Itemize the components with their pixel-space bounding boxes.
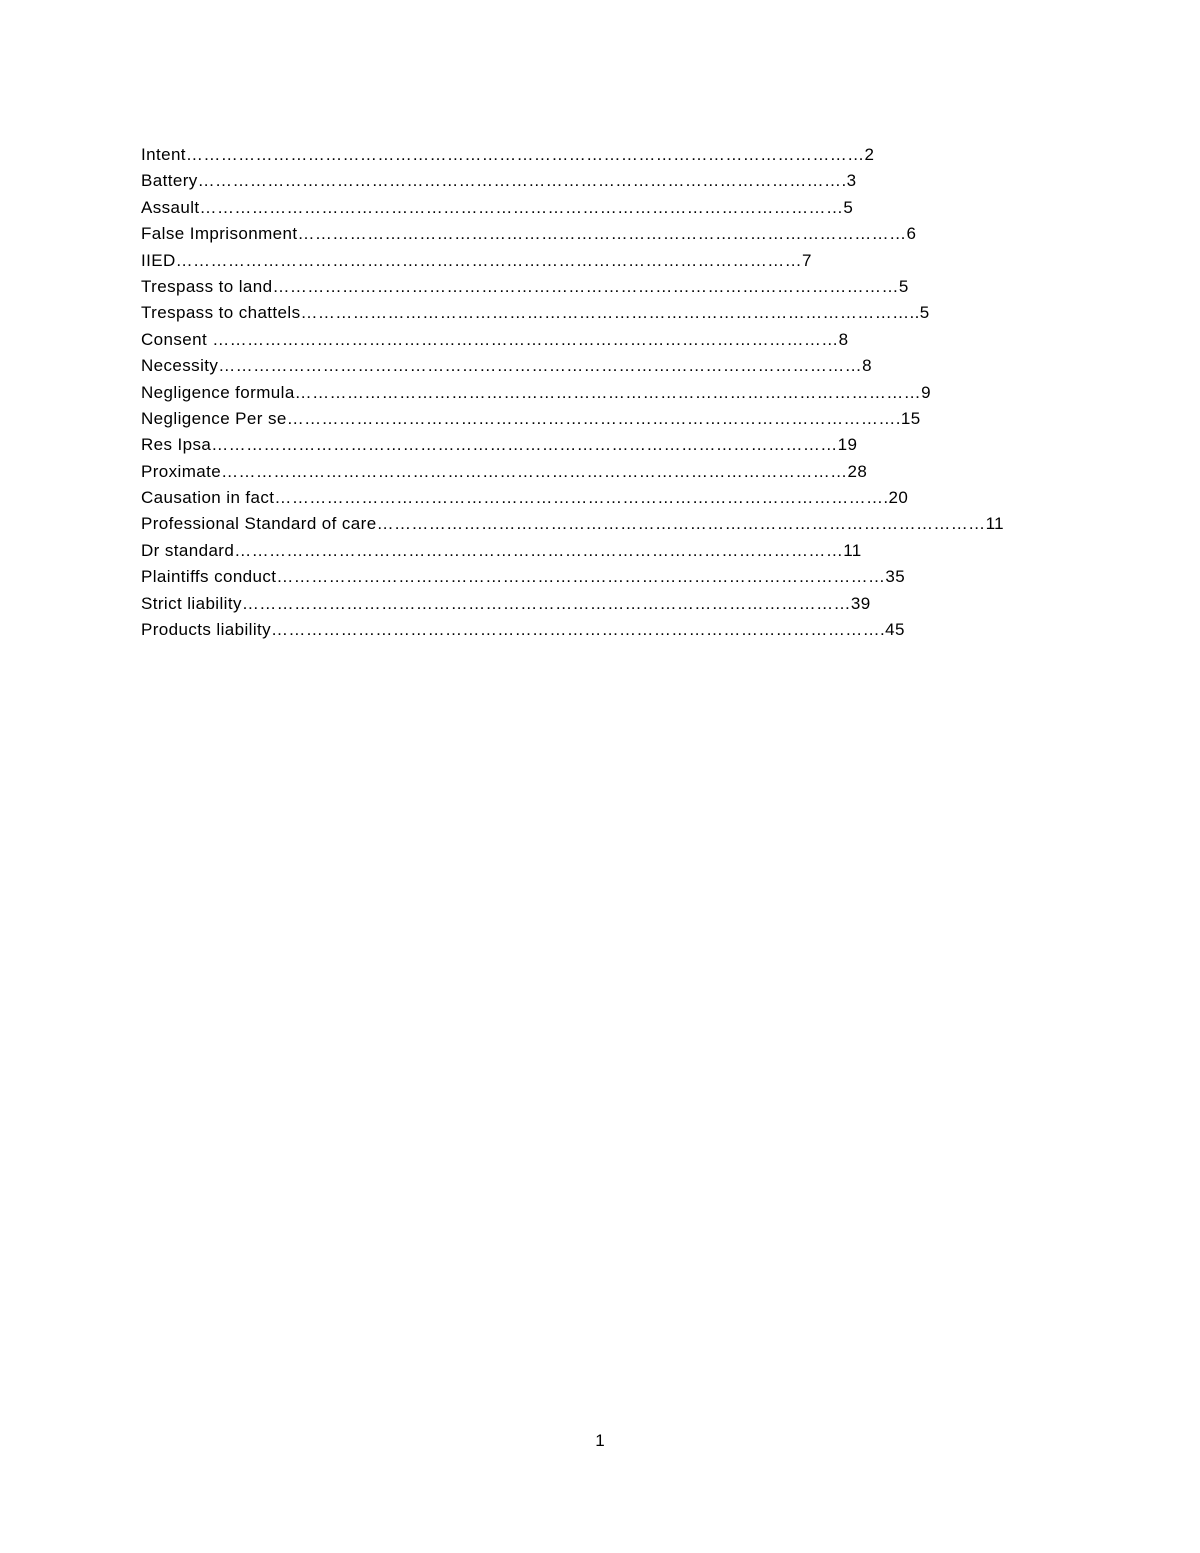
- page-number: 1: [595, 1431, 605, 1450]
- toc-entry-text: Battery………………………………………………………………………………………………….3: [141, 171, 857, 191]
- toc-entry-products-liability: [141, 617, 1004, 643]
- toc-entry-text: Strict liability……………………………………………………………………………………………39: [141, 593, 871, 613]
- toc-entry-text: False Imprisonment……………………………………………………………………………………………6: [141, 224, 917, 244]
- toc-entry-text: Proximate………………………………………………………………………………………………28: [141, 461, 868, 481]
- toc-entry-negligence-formula: [141, 380, 1004, 406]
- toc-entry-text: Negligence formula………………………………………………………………………………………………9: [141, 382, 931, 402]
- toc-entry-text: Trespass to land………………………………………………………………………………………………5: [141, 276, 909, 296]
- toc-entry-professional-standard: [141, 511, 1004, 537]
- toc-entry-text: Negligence Per se…………………………………………………………………………………………….15: [141, 408, 921, 428]
- toc-entry-proximate: [141, 459, 1004, 485]
- toc-entry-assault: [141, 195, 1004, 221]
- toc-entry-false-imprisonment: [141, 221, 1004, 247]
- toc-entry-text: Trespass to chattels……………………………………………………………………………………………..5: [141, 303, 930, 323]
- toc-entry-strict-liability: [141, 591, 1004, 617]
- toc-entry-text: Necessity…………………………………………………………………………………………………8: [141, 356, 872, 376]
- toc-entry-text: Intent………………………………………………………………………………………………………2: [141, 145, 875, 164]
- toc-entry-causation-in-fact: [141, 485, 1004, 511]
- toc-entry-plaintiffs-conduct: [141, 564, 1004, 590]
- toc-entry-intent: [141, 142, 1004, 168]
- toc-entry-necessity: [141, 353, 1004, 379]
- toc-entry-text: Consent ………………………………………………………………………………………………8: [141, 329, 849, 349]
- table-of-contents: [141, 142, 1004, 643]
- toc-entry-consent: [141, 327, 1004, 353]
- toc-entry-text: Dr standard……………………………………………………………………………………………11: [141, 540, 862, 560]
- toc-entry-res-ipsa: [141, 432, 1004, 458]
- toc-entry-text: Causation in fact…………………………………………………………………………………………….20: [141, 488, 909, 508]
- toc-entry-text: Plaintiffs conduct……………………………………………………………………………………………35: [141, 567, 906, 587]
- toc-entry-dr-standard: [141, 538, 1004, 564]
- toc-entry-text: Assault…………………………………………………………………………………………………5: [141, 197, 854, 217]
- toc-entry-trespass-to-land: [141, 274, 1004, 300]
- toc-entry-text: Products liability…………………………………………………………………………………………….45: [141, 620, 905, 640]
- toc-entry-trespass-to-chattels: [141, 300, 1004, 326]
- toc-entry-text: Professional Standard of care……………………………………………………………………………………………11: [141, 514, 1005, 534]
- toc-entry-negligence-per-se: [141, 406, 1004, 432]
- toc-entry-iied: [141, 248, 1004, 274]
- toc-entry-text: Res Ipsa………………………………………………………………………………………………19: [141, 435, 858, 455]
- toc-entry-text: IIED………………………………………………………………………………………………7: [141, 250, 812, 270]
- toc-entry-battery: [141, 168, 1004, 194]
